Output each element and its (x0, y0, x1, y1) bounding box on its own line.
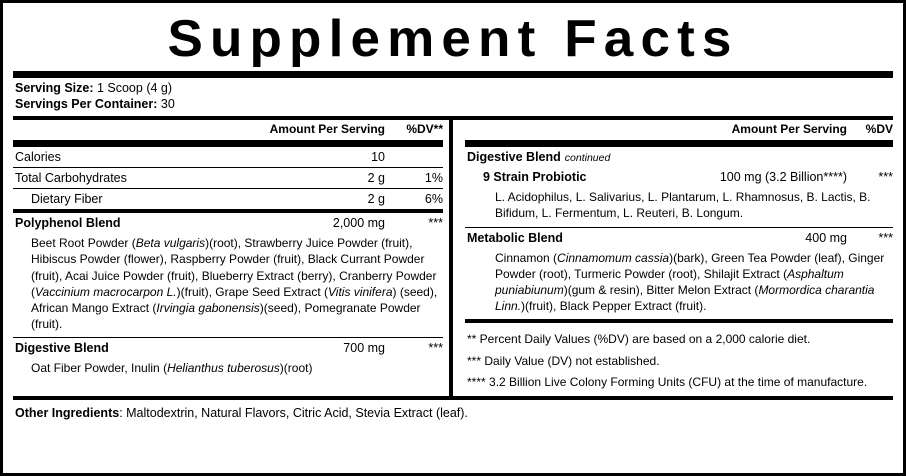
probiotic-row (465, 167, 893, 187)
table-row (13, 168, 443, 188)
footnote-dv-not-established: *** Daily Value (DV) not established. (467, 353, 660, 368)
dv-header-left: %DV** (406, 122, 443, 137)
servings-per-container-value: 30 (157, 96, 175, 111)
nutrient-amount: 2 g (367, 171, 385, 186)
probiotic-name: 9 Strain Probiotic (483, 170, 587, 185)
nutrient-dv: 1% (424, 171, 443, 186)
servings-per-container-label: Servings Per Container: (15, 96, 158, 111)
digestive-blend-continued-row (465, 147, 893, 167)
nutrient-name: Dietary Fiber (31, 192, 103, 207)
blend-dv: *** (428, 216, 443, 231)
serving-info (13, 78, 893, 116)
blend-amount: 400 mg (805, 230, 847, 245)
digestive-blend-ingredients: Oat Fiber Powder, Inulin (Helianthus tuberosus)(root) (31, 361, 313, 376)
right-column-headers (465, 120, 893, 138)
polyphenol-blend-ingredients: Beet Root Powder (Beta vulgaris)(root), Strawberry Juice Powder (fruit), Hibiscus Powder (flower), Raspberry Powder (fruit), Black Currant Powder (fruit), Acai Juice Powder (fruit), Blueberry Extract (berry), Cranberry Powder (Vaccinium macrocarpon L.)(fruit), Grape Seed Extract (Vitis vinifera) (seed), African Mango Extract (Irvingia gabonensis)(seed), Pomegranate Powder (fruit). (31, 236, 438, 332)
right-header-divider (465, 140, 893, 147)
continued-label: continued (564, 152, 611, 165)
digestive-blend-row (13, 338, 443, 358)
blend-name: Polyphenol Blend (15, 216, 121, 231)
serving-size-label: Serving Size: (15, 81, 94, 95)
blend-amount: 2,000 mg (332, 216, 385, 231)
nutrient-name: Total Carbohydrates (15, 171, 127, 186)
blend-dv: *** (878, 230, 893, 245)
serving-size-line (15, 81, 893, 97)
other-ingredients-label: Other Ingredients (15, 405, 120, 420)
table-row (13, 189, 443, 209)
footnote-cfu: **** 3.2 Billion Live Colony Forming Units (CFU) at the time of manufacture. (467, 375, 868, 390)
nutrient-name: Calories (15, 150, 61, 165)
footnotes (465, 323, 893, 395)
probiotic-dv: *** (878, 170, 893, 185)
metabolic-blend-row (465, 228, 893, 248)
blend-name: Digestive Blend (15, 341, 109, 356)
table-row (13, 147, 443, 167)
footnote-dv-basis: ** Percent Daily Values (%DV) are based on a 2,000 calorie diet. (467, 332, 811, 347)
serving-size-value: 1 Scoop (4 g) (93, 81, 173, 95)
column-divider (449, 120, 457, 395)
probiotic-strains: L. Acidophilus, L. Salivarius, L. Plantarum, L. Rhamnosus, B. Lactis, B. Bifidum, L. Fermentum, L. Reuteri, B. Longum. (495, 190, 871, 221)
other-ingredients (13, 400, 893, 423)
nutrient-amount: 2 g (367, 192, 385, 207)
other-ingredients-value: : Maltodextrin, Natural Flavors, Citric Acid, Stevia Extract (leaf). (119, 405, 468, 420)
blend-name: Digestive Blend (467, 150, 561, 165)
blend-dv: *** (428, 341, 443, 356)
metabolic-blend-ingredients: Cinnamon (Cinnamomum cassia)(bark), Green Tea Powder (leaf), Ginger Powder (root), Turmeric Powder (root), Shilajit Extract (Asphaltum puniabiunum)(gum & resin), Bitter Melon Extract (Mormordica charantia Linn.)(fruit), Black Pepper Extract (fruit). (495, 250, 885, 314)
blend-amount: 700 mg (343, 341, 385, 356)
facts-columns (13, 120, 893, 395)
right-column (457, 120, 893, 395)
nutrient-dv: 6% (424, 192, 443, 207)
page-title: Supplement Facts (167, 10, 739, 68)
dv-header-right: %DV (865, 122, 893, 137)
left-column (13, 120, 449, 395)
probiotic-amount: 100 mg (3.2 Billion****) (719, 170, 847, 185)
left-header-divider (13, 140, 443, 147)
blend-name: Metabolic Blend (467, 230, 563, 245)
title-divider (13, 71, 893, 78)
amount-per-serving-header-left: Amount Per Serving (269, 122, 385, 137)
polyphenol-blend-row (13, 213, 443, 233)
amount-per-serving-header-right: Amount Per Serving (731, 122, 847, 137)
servings-per-container-line (15, 97, 893, 113)
nutrient-amount: 10 (371, 150, 385, 165)
left-column-headers (13, 120, 443, 138)
